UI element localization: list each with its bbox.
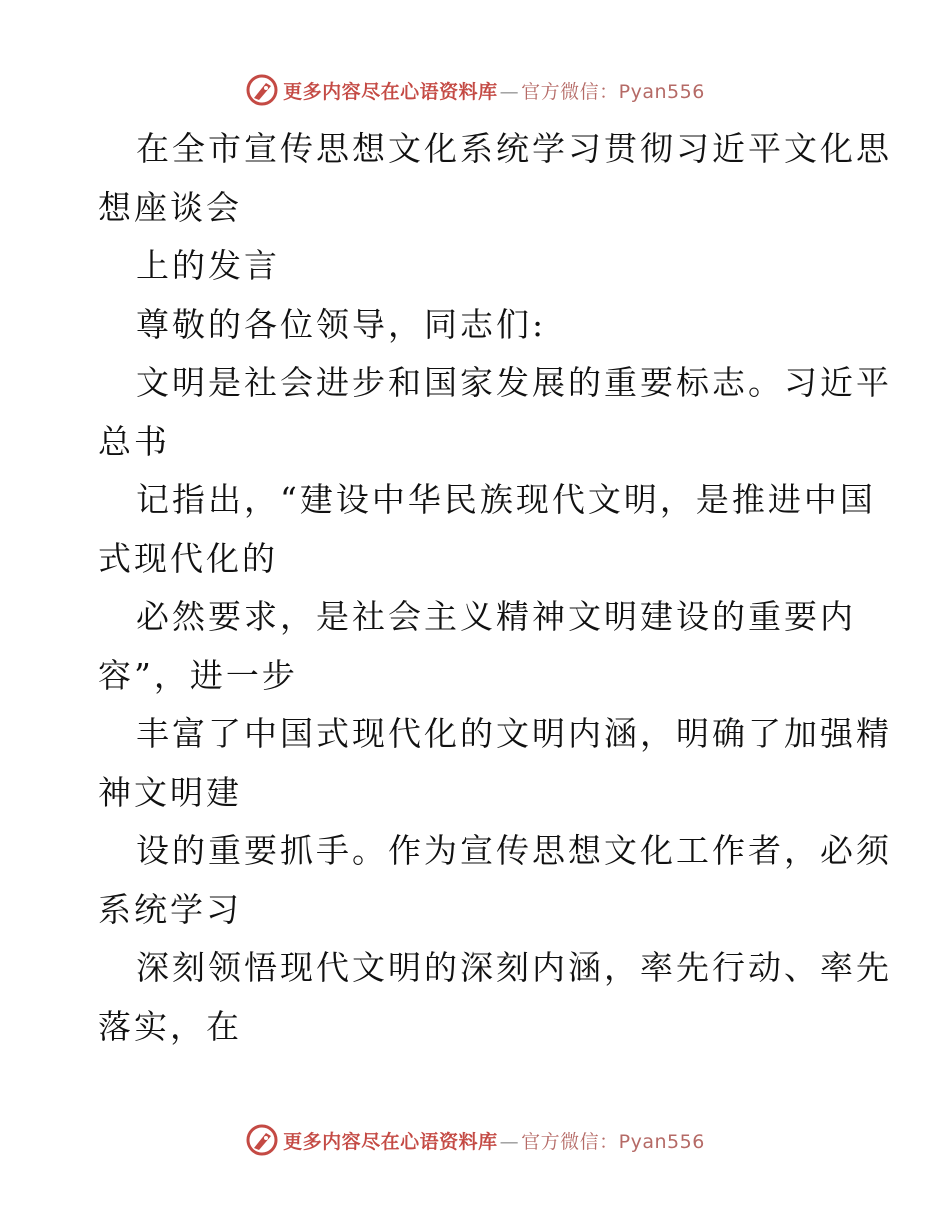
watermark-separator: —	[499, 80, 520, 103]
watermark-contact: 官方微信：Pyan556	[521, 80, 705, 103]
watermark-text	[283, 77, 705, 104]
text-line: 上的发言	[136, 246, 280, 285]
text-line: 神文明建	[98, 772, 242, 812]
text-line: 文明是社会进步和国家发展的重要标志。习近平	[136, 363, 892, 402]
watermark-brand: 更多内容尽在心语资料库	[283, 80, 498, 103]
pen-nib-logo-icon	[245, 1123, 279, 1157]
document-body	[98, 120, 892, 1056]
text-line: 系统学习	[98, 889, 242, 929]
text-line: 丰富了中国式现代化的文明内涵，明确了加强精	[136, 714, 892, 753]
text-line: 总书	[98, 421, 170, 461]
watermark-separator: —	[499, 1130, 520, 1153]
text-line: 容”，进一步	[98, 655, 298, 695]
text-line: 尊敬的各位领导，同志们:	[136, 304, 547, 344]
watermark-brand: 更多内容尽在心语资料库	[283, 1130, 498, 1153]
text-line: 必然要求，是社会主义精神文明建设的重要内	[136, 597, 856, 636]
pen-nib-logo-icon	[245, 73, 279, 107]
text-line: 想座谈会	[98, 187, 242, 227]
text-line: 记指出，“建设中华民族现代文明，是推进中国	[136, 480, 876, 519]
watermark-contact: 官方微信：Pyan556	[521, 1130, 705, 1153]
footer-watermark	[0, 1122, 950, 1158]
text-line: 落实，在	[98, 1006, 242, 1046]
text-line: 设的重要抓手。作为宣传思想文化工作者，必须	[136, 831, 892, 870]
text-line: 在全市宣传思想文化系统学习贯彻习近平文化思	[136, 129, 892, 168]
header-watermark	[0, 72, 950, 108]
text-line: 深刻领悟现代文明的深刻内涵，率先行动、率先	[136, 948, 892, 987]
watermark-text	[283, 1127, 705, 1154]
text-line: 式现代化的	[98, 538, 278, 578]
